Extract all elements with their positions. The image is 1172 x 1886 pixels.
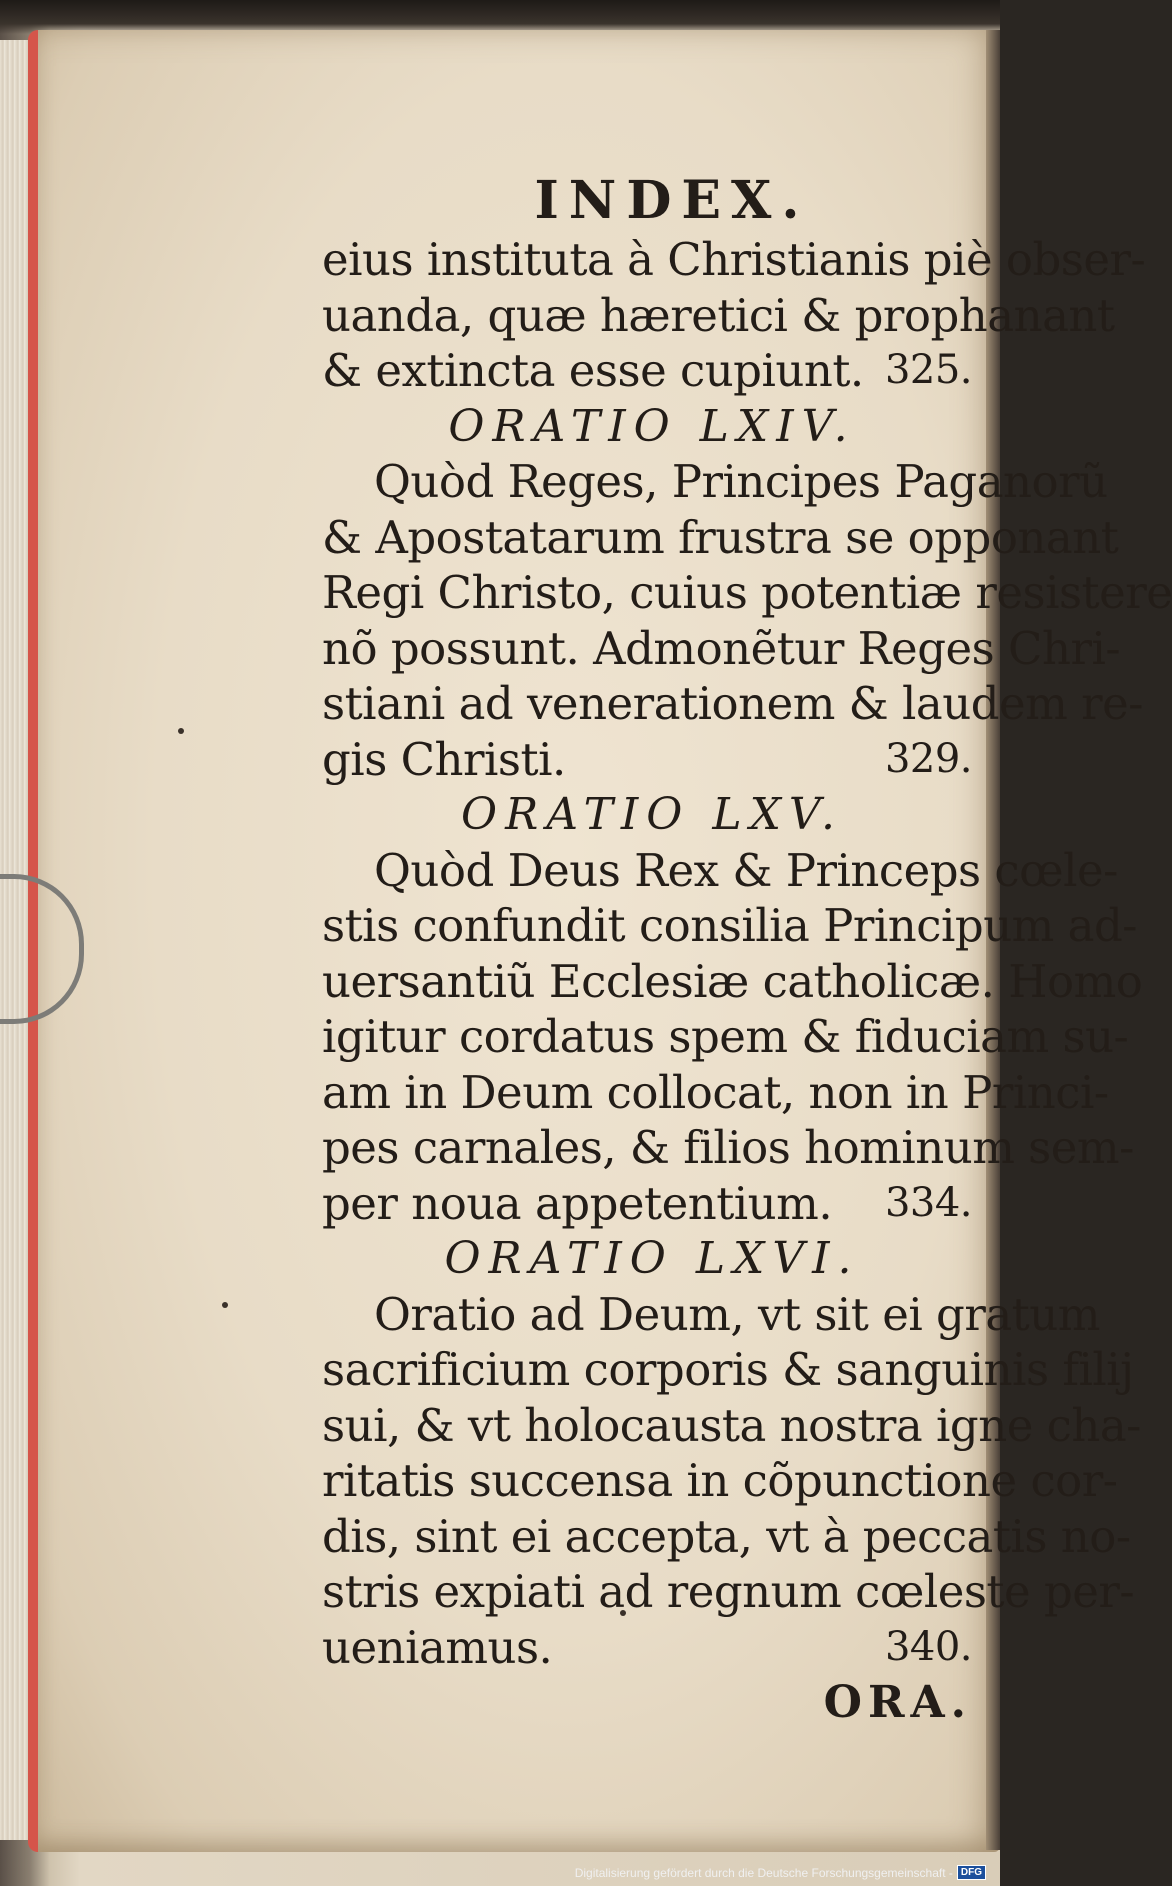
text-line xyxy=(322,1453,1118,1509)
text-line xyxy=(322,1009,1129,1065)
text-line xyxy=(322,676,1143,732)
line-text: sui, & vt holocausta nostra igne cha- xyxy=(322,1398,1141,1452)
text-line xyxy=(322,1120,1134,1176)
text-line xyxy=(322,954,1143,1010)
ink-speck xyxy=(178,728,184,734)
text-line xyxy=(322,1287,1100,1343)
line-text: Quòd Reges, Principes Paganorũ xyxy=(374,455,1108,508)
text-line xyxy=(322,1564,1135,1620)
index-lines xyxy=(322,232,1172,1675)
line-text: stiani ad venerationem & laudem re- xyxy=(322,677,1143,730)
line-text: uersantiũ Ecclesiæ catholicæ. Homo xyxy=(322,954,1143,1008)
line-text: stris expiati ad regnum cœleste per- xyxy=(322,1565,1135,1618)
line-text: ritatis succensa in cõpunctione cor- xyxy=(322,1454,1118,1507)
page-reference: 334. xyxy=(884,1179,972,1226)
credit-text: Digitalisierung gefördert durch die Deutsche Forschungsgemeinschaft - xyxy=(574,1865,953,1880)
line-text: Quòd Deus Rex & Princeps cœle- xyxy=(374,843,1118,897)
text-line xyxy=(322,621,1121,677)
text-line xyxy=(322,843,1118,899)
page-header: INDEX. xyxy=(534,170,810,231)
line-text: sacrificium corporis & sanguinis filij xyxy=(322,1343,1134,1396)
text-line xyxy=(322,510,1119,566)
text-line xyxy=(322,565,1172,621)
line-text: gis Christi. xyxy=(322,732,566,786)
text-line xyxy=(322,232,1146,288)
line-text: & Apostatarum frustra se opponant xyxy=(322,510,1119,564)
text-line xyxy=(322,1509,1131,1565)
text-line xyxy=(322,343,982,399)
line-text: & extincta esse cupiunt. xyxy=(322,344,864,397)
page-reference: 325. xyxy=(884,347,972,393)
top-shadow xyxy=(0,0,1000,34)
line-text: stis confundit consilia Principum ad- xyxy=(322,899,1137,952)
text-line xyxy=(322,898,1137,954)
line-text: Regi Christo, cuius potentiæ resistere xyxy=(322,566,1172,619)
line-text: ueniamus. xyxy=(322,1620,553,1674)
line-text: Oratio ad Deum, vt sit ei gratum xyxy=(374,1287,1100,1341)
oratio-heading: ORATIO LXV. xyxy=(461,789,843,840)
page-reference: 329. xyxy=(884,735,972,782)
dfg-logo: DFG xyxy=(957,1865,986,1880)
text-line xyxy=(322,454,1108,510)
text-line xyxy=(322,288,1115,344)
catchword: ORA. xyxy=(823,1677,972,1728)
line-text: per noua appetentium. xyxy=(322,1176,833,1230)
oratio-heading: ORATIO LXIV. xyxy=(448,400,856,452)
text-line xyxy=(322,1176,982,1232)
text-line xyxy=(322,1398,1141,1454)
oratio-heading: ORATIO LXVI. xyxy=(444,1233,860,1284)
text-line xyxy=(322,1065,1109,1121)
text-line xyxy=(322,1620,982,1676)
line-text: uanda, quæ hæretici & prophanant xyxy=(322,288,1115,342)
line-text: pes carnales, & filios hominum sem- xyxy=(322,1121,1134,1174)
line-text: dis, sint ei accepta, vt à peccatis no- xyxy=(322,1509,1131,1563)
index-text xyxy=(322,170,1172,1730)
digitization-credit xyxy=(575,1865,986,1880)
line-text: igitur cordatus spem & fiduciam su- xyxy=(322,1010,1129,1063)
page-reference: 340. xyxy=(884,1623,972,1670)
text-line xyxy=(322,1342,1134,1398)
line-text: nõ possunt. Admonẽtur Reges Chri- xyxy=(322,621,1121,675)
line-text: eius instituta à Christianis piè obser- xyxy=(322,233,1146,286)
line-text: am in Deum collocat, non in Princi- xyxy=(322,1065,1109,1119)
text-line xyxy=(322,732,982,788)
ink-speck xyxy=(222,1302,228,1308)
